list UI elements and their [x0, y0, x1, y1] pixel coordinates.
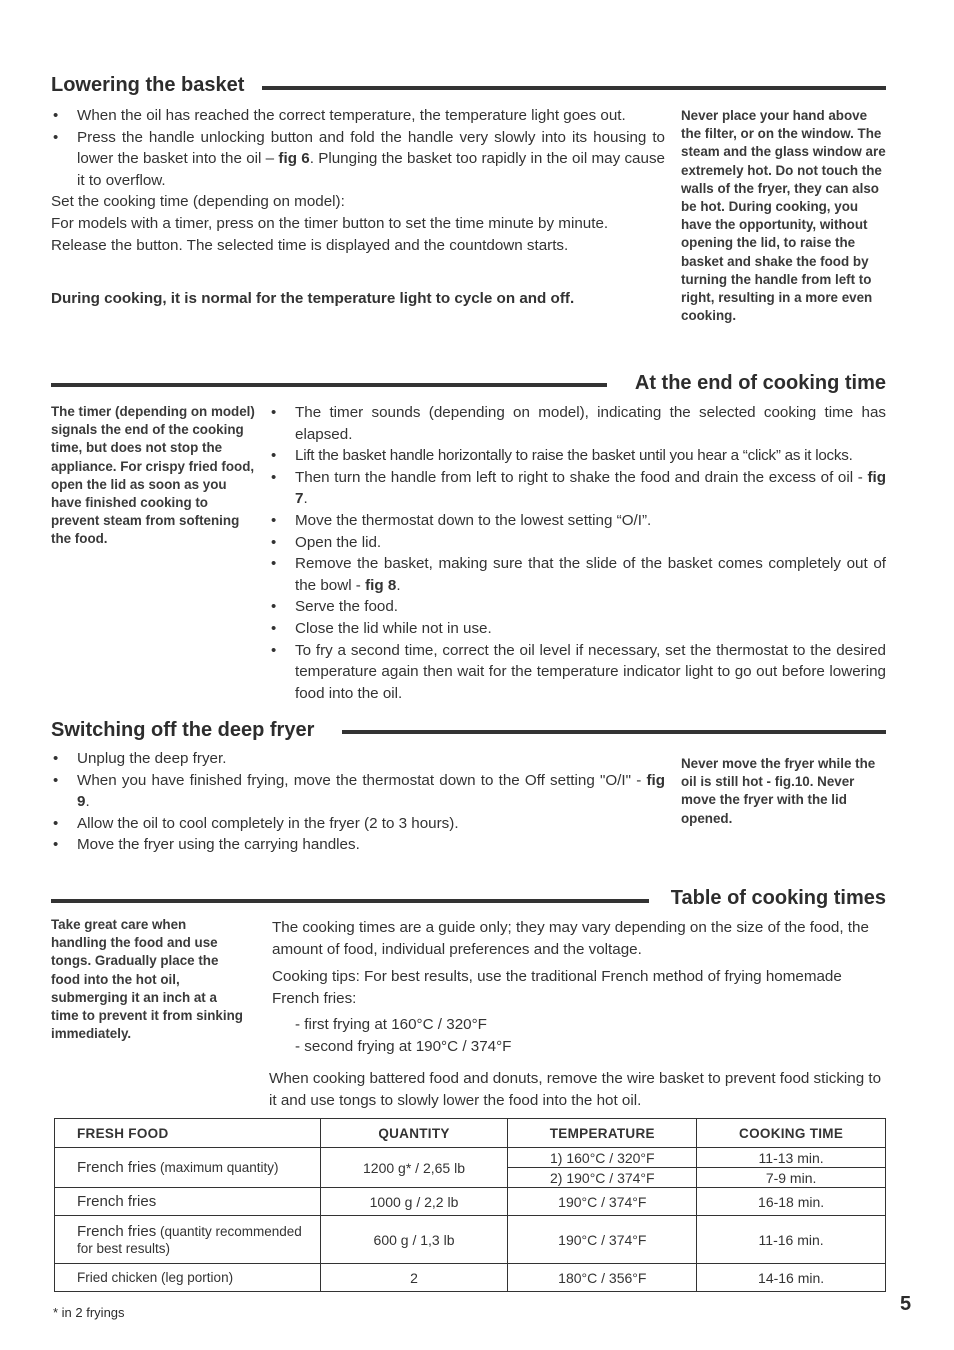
list-item: • Then turn the handle from left to right to shake the food and drain the excess of oil - fig 7.	[269, 467, 886, 510]
tip-line: - second frying at 190°C / 374°F	[295, 1037, 512, 1055]
section-title-cooking-times: Table of cooking times	[670, 887, 886, 909]
tip-line: - first frying at 160°C / 320°F	[295, 1016, 487, 1034]
paragraph: The cooking times are a guide only; they may vary depending on the size of the food, the amount of food, individual preferences and the voltage.	[272, 919, 869, 958]
cooking-times-body	[272, 917, 886, 1058]
section-title-lowering: Lowering the basket	[51, 74, 245, 96]
section-rule	[51, 899, 649, 903]
section-title-end-cooking: At the end of cooking time	[634, 372, 886, 394]
section-rule	[342, 730, 886, 734]
table-cell: 1) 160°C / 320°F	[508, 1148, 697, 1168]
column-header: QUANTITY	[320, 1119, 508, 1148]
bold-note: During cooking, it is normal for the temperature light to cycle on and off.	[51, 290, 575, 307]
paragraph: Set the cooking time (depending on model):	[51, 193, 345, 211]
list-item: • The timer sounds (depending on model), indicating the selected cooking time has elapsed.	[269, 402, 886, 445]
table-cell: 190°C / 374°F	[508, 1216, 697, 1264]
table-cell: French fries (quantity recommended for best results)	[55, 1216, 321, 1264]
table-cell: 7-9 min.	[697, 1168, 886, 1188]
table-cell: French fries	[55, 1188, 321, 1216]
list-item: • Close the lid while not in use.	[269, 618, 886, 640]
table-cell: 600 g / 1,3 lb	[320, 1216, 508, 1264]
table-cell: 11-13 min.	[697, 1148, 886, 1168]
list-item: • Open the lid.	[269, 532, 886, 554]
side-note-cooking-times: Take great care when handling the food and use tongs. Gradually place the food into the hot oil, submerging it an inch at a time to prevent it from sinking immediately.	[51, 917, 243, 1042]
list-item: • When the oil has reached the correct temperature, the temperature light goes out.	[51, 105, 665, 127]
column-header: FRESH FOOD	[55, 1119, 321, 1148]
table-cell: French fries (maximum quantity)	[55, 1148, 321, 1188]
footnote: * in 2 fryings	[53, 1305, 125, 1320]
list-item: • Press the handle unlocking button and fold the handle very slowly into its housing to lower the basket into the oil – fig 6. Plunging the basket too rapidly in the oil may cause it to overflow.	[51, 127, 665, 192]
list-item: • Unplug the deep fryer.	[51, 748, 665, 770]
section-rule	[262, 86, 886, 90]
paragraph: For models with a timer, press on the timer button to set the time minute by minute. Release the button. The selected time is displayed and the countdown starts.	[51, 214, 609, 254]
column-header: COOKING TIME	[697, 1119, 886, 1148]
fig-ref: fig 6	[278, 150, 310, 168]
paragraph: Cooking tips: For best results, use the traditional French method of frying homemade French fries:	[272, 968, 842, 1007]
switching-off-body	[51, 748, 665, 856]
list-item: • Remove the basket, making sure that the slide of the basket comes completely out of the bowl - fig 8.	[269, 553, 886, 596]
section-title-switching-off: Switching off the deep fryer	[51, 719, 315, 741]
table-cell: 1000 g / 2,2 lb	[320, 1188, 508, 1216]
table-cell: Fried chicken (leg portion)	[55, 1264, 321, 1292]
table-cell: 190°C / 374°F	[508, 1188, 697, 1216]
fig-ref: fig 9	[77, 771, 665, 811]
table-cell: 180°C / 356°F	[508, 1264, 697, 1292]
section-rule	[51, 383, 607, 387]
table-row	[55, 1148, 886, 1168]
list-item: • To fry a second time, correct the oil level if necessary, set the thermostat to the desired temperature again then wait for the temperature indicator light to go out before lowering food into the oil.	[269, 640, 886, 705]
cooking-times-table	[54, 1118, 886, 1292]
side-note-lowering: Never place your hand above the filter, or on the window. The steam and the glass window are extremely hot. Do not touch the walls of the fryer, they can also be hot. During cooking, you have the opportunity, without opening the lid, to raise the basket and shake the food by turning the handle from left to right, resulting in a more even cooking.	[681, 108, 886, 324]
side-note-switching-off: Never move the fryer while the oil is still hot - fig.10. Never move the fryer with the lid opened.	[681, 756, 876, 826]
table-cell: 1200 g* / 2,65 lb	[320, 1148, 508, 1188]
list-item: • Lift the basket handle horizontally to raise the basket until you hear a “click” as it locks.	[269, 445, 886, 467]
table-header-row	[55, 1119, 886, 1148]
table-row	[55, 1216, 886, 1264]
column-header: TEMPERATURE	[508, 1119, 697, 1148]
paragraph: When cooking battered food and donuts, remove the wire basket to prevent food sticking to it and use tongs to slowly lower the food into the hot oil.	[269, 1070, 882, 1109]
table-cell: 2) 190°C / 374°F	[508, 1168, 697, 1188]
end-cooking-body	[269, 402, 886, 704]
list-item: • Move the thermostat down to the lowest setting “O/I”.	[269, 510, 886, 532]
table-row	[55, 1264, 886, 1292]
list-item: • Allow the oil to cool completely in the fryer (2 to 3 hours).	[51, 813, 665, 835]
list-item: • Serve the food.	[269, 596, 886, 618]
fig-ref: fig 8	[365, 576, 397, 594]
table-cell: 2	[320, 1264, 508, 1292]
table-cell: 14-16 min.	[697, 1264, 886, 1292]
fig-ref: fig 7	[295, 468, 886, 508]
list-item: • When you have finished frying, move the thermostat down to the Off setting "O/I" - fig 9.	[51, 770, 665, 813]
page-number: 5	[900, 1293, 912, 1315]
side-note-end-cooking: The timer (depending on model) signals the end of the cooking time, but does not stop the appliance. For crispy fried food, open the lid as soon as you have finished cooking to prevent steam from softening the food.	[51, 404, 255, 547]
table-row	[55, 1188, 886, 1216]
lowering-body	[51, 105, 665, 256]
table-cell: 16-18 min.	[697, 1188, 886, 1216]
table-cell: 11-16 min.	[697, 1216, 886, 1264]
list-item: • Move the fryer using the carrying handles.	[51, 834, 665, 856]
